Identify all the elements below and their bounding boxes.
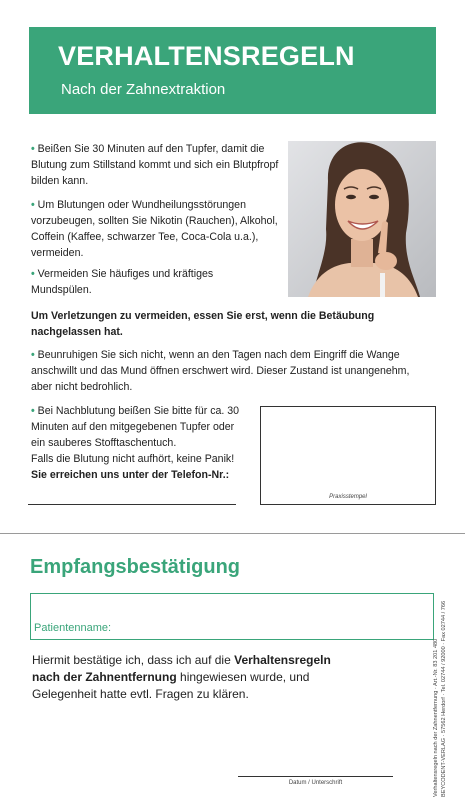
bullet-icon: • [31, 143, 35, 155]
signature-label: Datum / Unterschrift [288, 780, 343, 786]
bullet-icon: • [31, 405, 35, 417]
phone-number-line [28, 504, 236, 505]
publisher-line-1: Verhaltensregeln nach der Zahnentfernung · Art.-Nr. 83 201 480 [433, 638, 439, 797]
confirm-text-post: hingewiesen wurde, und Gelegenheit hatte evtl. Fragen zu klären. [32, 670, 310, 701]
page-subtitle: Nach der Zahnextraktion [61, 81, 226, 98]
cut-line [0, 533, 465, 534]
confirm-text-bold: Verhaltensregeln nach der Zahnentfernung [32, 653, 331, 684]
confirm-text-pre: Hiermit bestätige ich, dass ich auf die [32, 653, 235, 667]
bullet-icon: • [31, 268, 35, 280]
rule-item [31, 141, 281, 189]
rule-item [31, 197, 281, 261]
rule-item [31, 347, 431, 395]
rule-text: Bei Nachblutung beißen Sie bitte für ca. 30 Minuten auf den mitgegebenen Tupfer oder ein sauberes Stofftaschentuch. [31, 405, 240, 449]
publisher-info [430, 555, 454, 800]
rule-item [31, 266, 251, 298]
rule-item [31, 403, 251, 483]
publisher-line-2: BEYCODENT-VERLAG · 57562 Herdorf · Tel. 02744 / 92000 · Fax 02744 / 766 [441, 600, 447, 797]
stamp-label: Praxisstempel [329, 494, 367, 500]
rule-text: Beißen Sie 30 Minuten auf den Tupfer, damit die Blutung zum Stillstand kommt und sich ein Blutpfropf bilden kann. [31, 143, 279, 187]
rule-text: Um Blutungen oder Wundheilungsstörungen vorzubeugen, sollten Sie Nikotin (Rauchen), Alkohol, Coffein (Kaffee, schwarzer Tee, Coca-Cola u.a.), vermeiden. [31, 199, 278, 259]
header-banner [29, 27, 436, 114]
phone-label: Sie erreichen uns unter der Telefon-Nr.: [31, 469, 230, 481]
patient-name-field[interactable] [30, 593, 434, 640]
smiling-woman-photo [288, 141, 436, 297]
receipt-title: Empfangsbestätigung [30, 556, 241, 578]
signature-line [238, 776, 393, 777]
confirmation-text [32, 652, 362, 703]
panic-text: Falls die Blutung nicht aufhört, keine Panik! [31, 453, 235, 465]
page-title: VERHALTENSREGELN [58, 41, 355, 71]
anesthesia-notice: Um Verletzungen zu vermeiden, essen Sie erst, wenn die Betäubung nachgelassen hat. [31, 310, 375, 338]
patient-name-label: Patientenname: [34, 622, 112, 634]
rule-text: Beunruhigen Sie sich nicht, wenn an den Tagen nach dem Eingriff die Wange anschwillt und das Mund öffnen erschwert wird. Dieser Zustand ist unangenehm, aber nicht bedrohlich. [31, 349, 410, 393]
practice-stamp-box [260, 406, 436, 505]
rule-text: Vermeiden Sie häufiges und kräftiges Mundspülen. [31, 268, 214, 296]
bullet-icon: • [31, 199, 35, 211]
bullet-icon: • [31, 349, 35, 361]
